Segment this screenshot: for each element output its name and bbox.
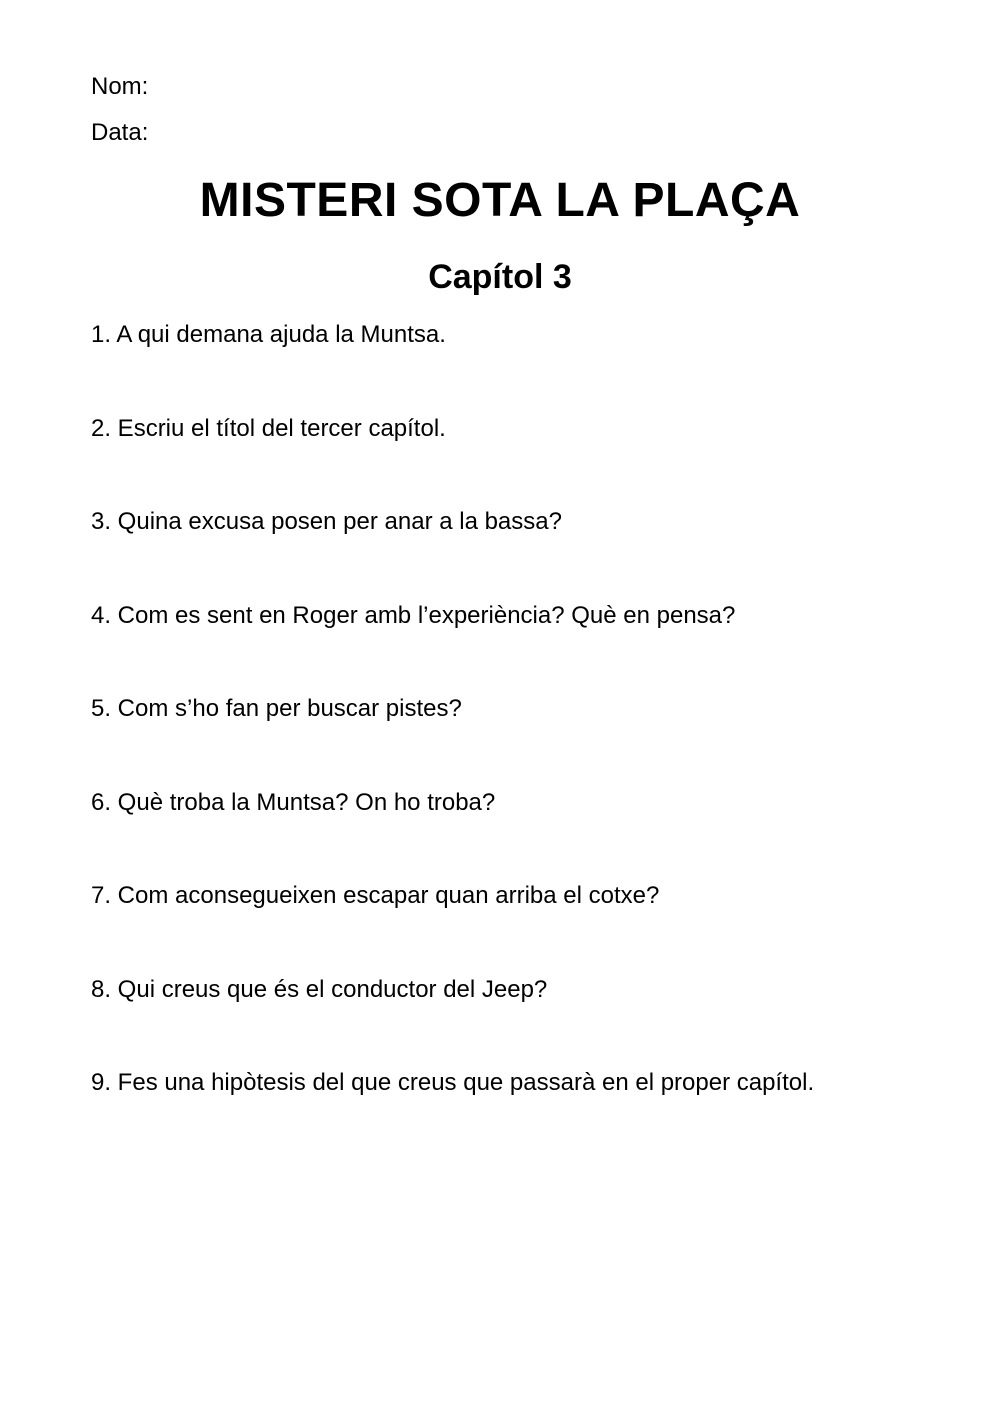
question-8: 8. Qui creus que és el conductor del Jeep?: [91, 975, 548, 1003]
name-label: Nom:: [91, 73, 149, 100]
question-2: 2. Escriu el títol del tercer capítol.: [91, 414, 446, 442]
question-9: 9. Fes una hipòtesis del que creus que passarà en el proper capítol.: [91, 1069, 815, 1096]
chapter-subtitle: Capítol 3: [428, 258, 572, 296]
question-1: 1. A qui demana ajuda la Muntsa.: [91, 321, 446, 348]
question-4: 4. Com es sent en Roger amb l’experiència? Què en pensa?: [91, 601, 736, 629]
date-label: Data:: [91, 119, 149, 146]
question-3: 3. Quina excusa posen per anar a la bassa?: [91, 508, 562, 535]
question-5: 5. Com s’ho fan per buscar pistes?: [91, 695, 462, 722]
question-6: 6. Què troba la Muntsa? On ho troba?: [91, 788, 496, 816]
question-7: 7. Com aconsegueixen escapar quan arriba el cotxe?: [91, 882, 660, 909]
page-title: MISTERI SOTA LA PLAÇA: [199, 174, 801, 227]
question-list: [91, 320, 971, 1162]
